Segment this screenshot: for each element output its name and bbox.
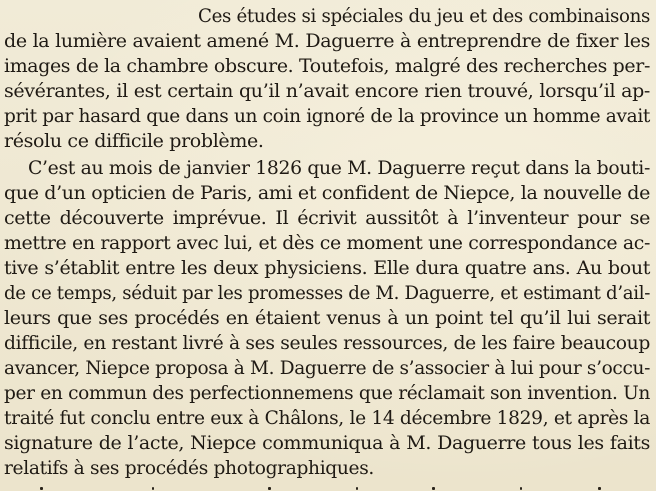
paragraph-2-line-4: mettre en rapport avec lui, et dès ce moment une correspondance ac- [4, 232, 650, 254]
paragraph-1-line-6: résolu ce difficile problème. [4, 130, 264, 152]
paragraph-2-line-13: relatifs à ses procédés photographiques. [4, 457, 374, 479]
paragraph-1-line-1: Ces études si spéciales du jeu et des combinaisons [198, 5, 650, 27]
paragraph-1-line-2: de la lumière avaient amené M. Daguerre à entreprendre de fixer les [4, 30, 650, 52]
paragraph-2-line-1: C’est au mois de janvier 1826 que M. Daguerre reçut dans la bouti- [28, 157, 650, 179]
paragraph-2-line-2: que d’un opticien de Paris, ami et confident de Niepce, la nouvelle de [4, 182, 650, 204]
paragraph-2-line-9: avancer, Niepce proposa à M. Daguerre de s’associer à lui pour s’occu- [4, 357, 650, 379]
paragraph-2-line-10: per en commun des perfectionnemens que réclamait son invention. Un [4, 382, 650, 404]
paragraph-1-line-3: images de la chambre obscure. Toutefois, malgré des recherches per- [4, 55, 650, 77]
paragraph-2-line-6: de ce temps, séduit par les promesses de M. Daguerre, et estimant d’ail- [4, 282, 650, 304]
paragraph-2-line-5: tive s’établit entre les deux physiciens. Elle dura quatre ans. Au bout [4, 257, 650, 279]
paragraph-2-line-3: cette découverte imprévue. Il écrivit aussitôt à l’inventeur pour se [4, 207, 650, 229]
paragraph-2-line-11: traité fut conclu entre eux à Châlons, le 14 décembre 1829, et après la [4, 407, 650, 429]
paragraph-2-line-7: leurs que ses procédés en étaient venus à un point tel qu’il lui serait [4, 307, 650, 329]
paragraph-1-line-5: prit par hasard que dans un coin ignoré de la province un homme avait [4, 105, 650, 127]
cropped-next-line-ink [0, 484, 656, 491]
paragraph-1-line-4: sévérantes, il est certain qu’il n’avait encore rien trouvé, lorsqu’il ap- [4, 80, 650, 102]
paragraph-2-line-12: signature de l’acte, Niepce communiqua à M. Daguerre tous les faits [4, 432, 650, 454]
paragraph-2-line-8: difficile, en restant livré à ses seules ressources, de les faire beaucoup [4, 332, 650, 354]
